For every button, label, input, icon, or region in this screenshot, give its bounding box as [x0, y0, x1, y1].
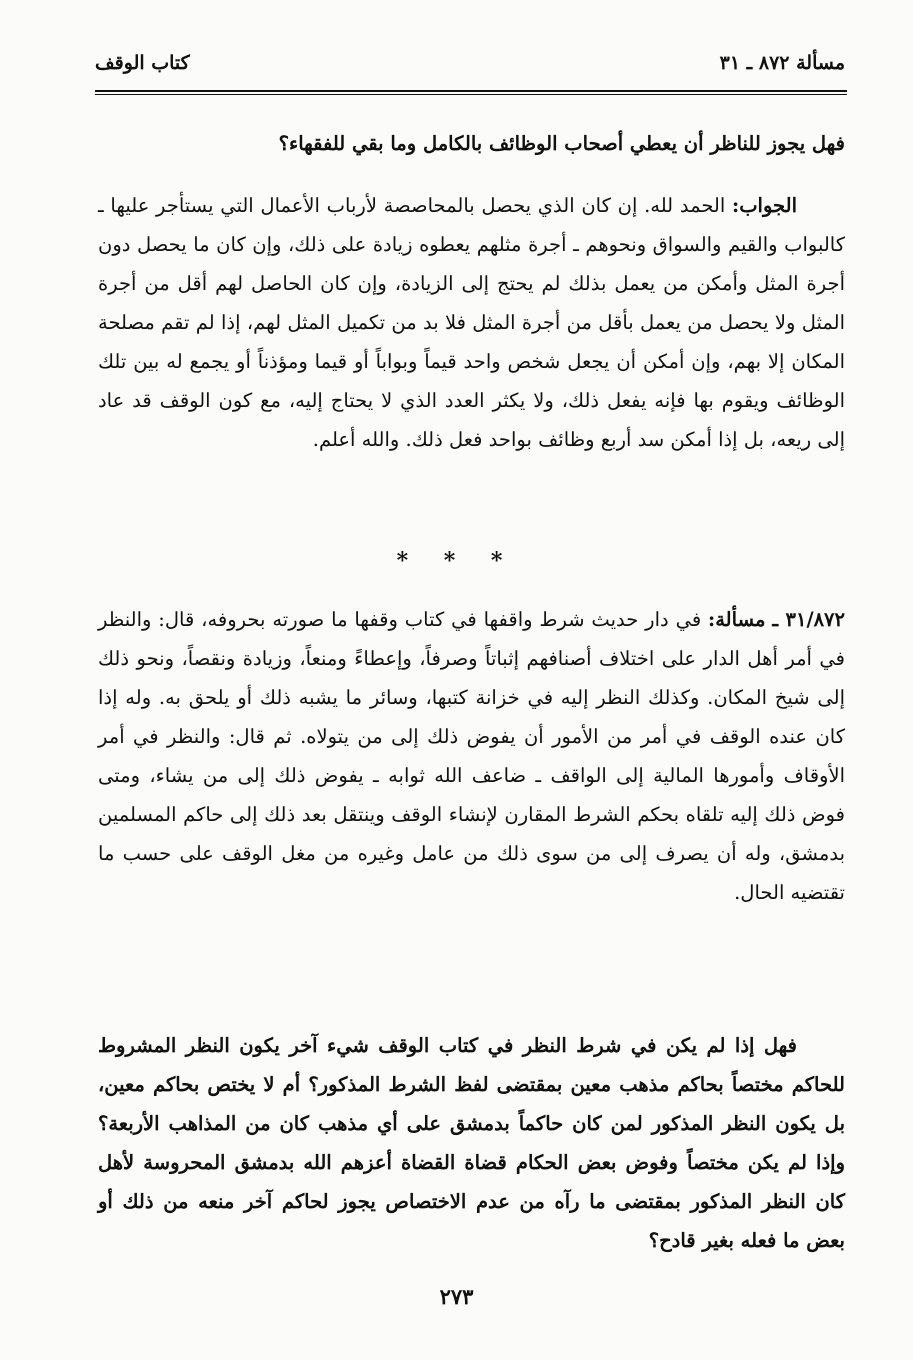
running-header: [95, 52, 845, 74]
chapter-header: كتاب الوقف: [95, 52, 190, 74]
issue-header: مسألة ٨٧٢ ـ ٣١: [719, 52, 845, 74]
issue-text: في دار حديث شرط واقفها في كتاب وقفها ما صورته بحروفه، قال: والنظر في أمر أهل الدار على اختلاف أصنافهم إثباتاً وصرفاً، وإعطاءً ومنعاً، وزيادة ونقصاً، ونحو ذلك إلى شيخ المكان. وكذلك النظر إليه في خزانة كتبها، وسائر ما يشبه ذلك أو يلحق به. وله إذا كان عنده الوقف في أمر من الأمور أن يفوض ذلك إلى من يتولاه. ثم قال: والنظر في أمر الأوقاف وأمورها المالية إلى الواقف ـ ضاعف الله ثوابه ـ يفوض ذلك إلى من يشاء، ومتى فوض ذلك إليه تلقاه بحكم الشرط المقارن لإنشاء الوقف وينتقل بعد ذلك إلى حاكم المسلمين بدمشق، وله أن يصرف إلى من سوى ذلك من عامل وغيره من مغل الوقف على حسب ما تقتضيه الحال.: [98, 608, 846, 904]
page-number: ٢٧٣: [439, 1284, 474, 1309]
question-paragraph-2: فهل إذا لم يكن في شرط النظر في كتاب الوقف شيء آخر يكون النظر المشروط للحاكم مختصاً بحاكم مذهب معين بمقتضى لفظ الشرط المذكور؟ أم لا يختص بحاكم معين، بل يكون النظر المذكور لمن كان حاكماً بدمشق على أي مذهب كان من المذاهب الأربعة؟ وإذا لم يكن مختصاً وفوض بعض الحكام قضاة القضاة أعزهم الله بدمشق المحروسة لأهل كان النظر المذكور بمقتضى ما رآه من عدم الاختصاص يجوز لحاكم آخر منعه من ذلك أو بعض ما فعله بغير قادح؟: [98, 1034, 845, 1252]
answer-text: الحمد لله. إن كان الذي يحصل بالمحاصصة لأرباب الأعمال التي يستأجر عليها ـ كالبواب والقيم والسواق ونحوهم ـ أجرة مثلهم يعطوه زيادة على ذلك، وإن كان ما يحصل دون أجرة المثل وأمكن من يعمل بذلك لم يحتج إلى الزيادة، وإن كان الحاصل لهم أقل من أجرة المثل ولا يحصل من يعمل بأقل من أجرة المثل فلا بد من تكميل المثل لهم، إذا لم تقم مصلحة المكان إلا بهم، وإن أمكن أن يجعل شخص واحد قيماً وبواباً أو قيما ومؤذناً أو يجمع له بين تلك الوظائف ويقوم بها فإنه يفعل ذلك، ولا يكثر العدد الذي لا يحتاج إليه، مع كون الوقف قد عاد إلى ريعه، بل إذا أمكن سد أربع وظائف بواحد فعل ذلك. والله أعلم.: [98, 194, 845, 451]
answer-lead: الجواب:: [732, 194, 797, 217]
header-rule-thick: [95, 90, 847, 92]
answer-paragraph: [98, 186, 845, 459]
issue-paragraph: [98, 600, 845, 912]
issue-number: ٣١/٨٧٢ ـ: [772, 608, 845, 631]
question-paragraph-1: فهل يجوز للناظر أن يعطي أصحاب الوظائف بالكامل وما بقي للفقهاء؟: [278, 132, 845, 155]
header-rule-thin: [95, 94, 847, 95]
issue-lead: مسألة:: [708, 608, 766, 631]
section-separator: * * *: [396, 548, 517, 574]
